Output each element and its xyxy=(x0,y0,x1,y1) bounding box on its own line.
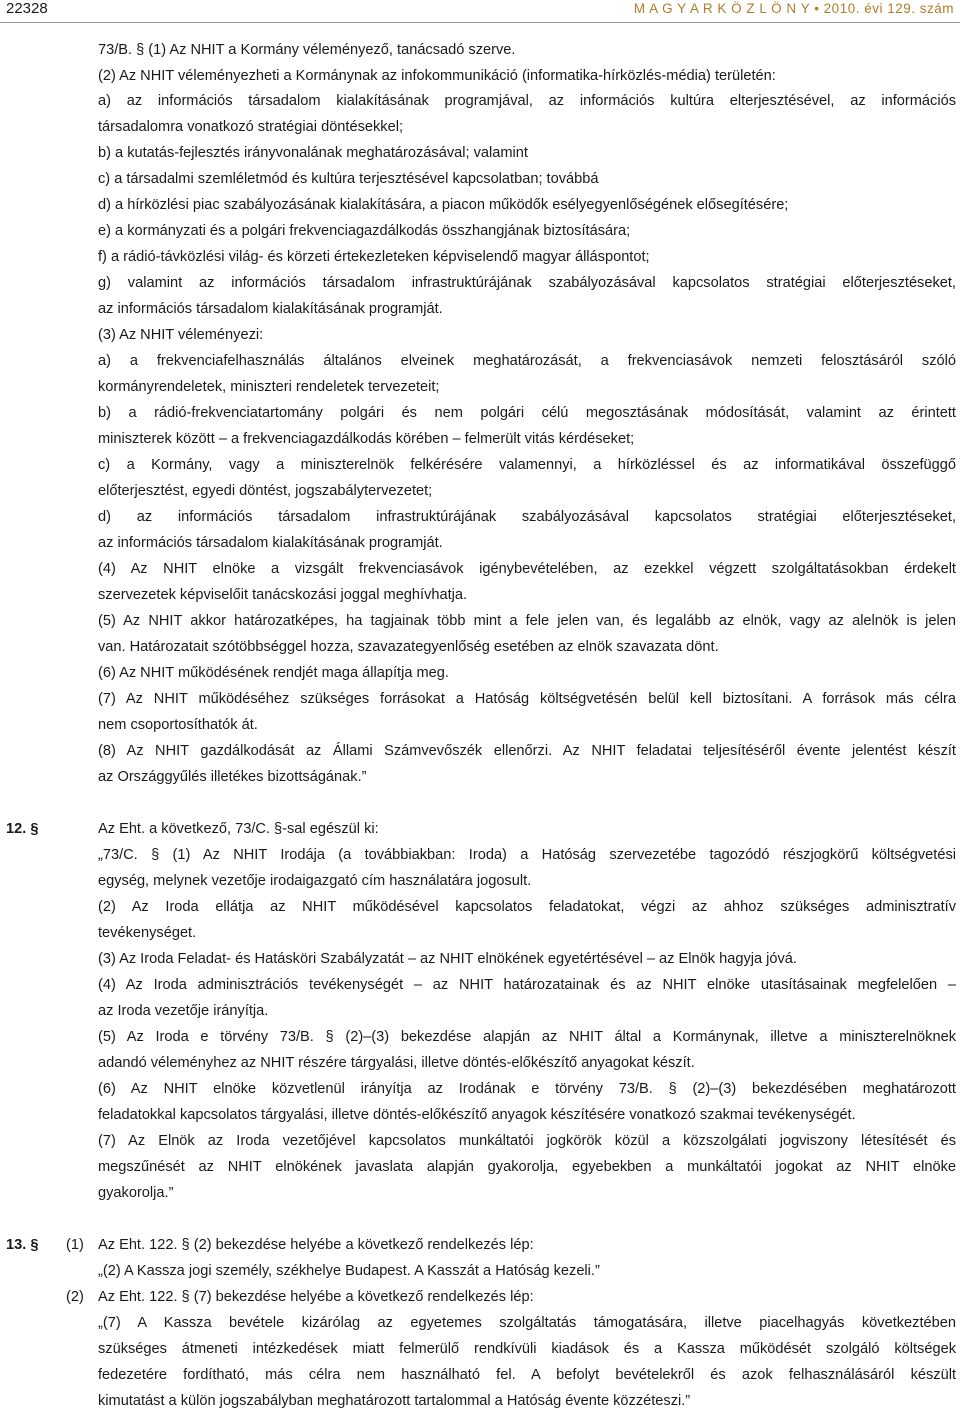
paragraph: az információs társadalom kialakításának programját. xyxy=(98,301,443,317)
paragraph: kormányrendeletek, miniszteri rendeletek tervezeteit; xyxy=(98,379,440,395)
paragraph: a) az információs társadalom kialakításának programjával, az információs kultúra elterjesztésével, az információs xyxy=(98,93,956,109)
paragraph: b) a rádió-frekvenciatartomány polgári és nem polgári célú megosztásának módosítását, valamint az érintett xyxy=(98,405,956,421)
paragraph: miniszterek között – a frekvenciagazdálkodás körében – felmerült vitás kérdéseket; xyxy=(98,431,635,447)
paragraph: (8) Az NHIT gazdálkodását az Állami Számvevőszék ellenőrzi. Az NHIT feladatai teljesítéséről évente jelentést készít xyxy=(98,743,956,759)
page-header xyxy=(0,0,960,22)
paragraph: c) a Kormány, vagy a miniszterelnök felkérésére valamennyi, a hírközléssel és az informatikával összefüggő xyxy=(98,457,956,473)
paragraph: az Országgyűlés illetékes bizottságának.” xyxy=(98,769,367,785)
paragraph: b) a kutatás-fejlesztés irányvonalának meghatározásával; valamint xyxy=(98,145,528,161)
paragraph: „(2) A Kassza jogi személy, székhelye Budapest. A Kasszát a Hatóság kezeli.” xyxy=(98,1263,600,1279)
header-rule xyxy=(0,22,960,23)
paragraph: az információs társadalom kialakításának programját. xyxy=(98,535,443,551)
paragraph: g) valamint az információs társadalom infrastruktúrájának szabályozásával kapcsolatos stratégiai előterjesztéseket, xyxy=(98,275,956,291)
paragraph: adandó véleményhez az NHIT részére tárgyalási, illetve döntés-előkészítő anyagokat készít. xyxy=(98,1055,695,1071)
paragraph: megszűnését az NHIT elnökének javaslata alapján gyakorolja, egyebekben a munkáltatói jogokat az NHIT elnöke xyxy=(98,1159,956,1175)
paragraph: az Iroda vezetője irányítja. xyxy=(98,1003,269,1019)
paragraph: c) a társadalmi szemléletmód és kultúra terjesztésével kapcsolatban; továbbá xyxy=(98,171,599,187)
paragraph: (6) Az NHIT működésének rendjét maga állapítja meg. xyxy=(98,665,449,681)
section-number: 12. § xyxy=(6,821,39,837)
paragraph: társadalomra vonatkozó stratégiai döntésekkel; xyxy=(98,119,404,135)
paragraph: gyakorolja.” xyxy=(98,1185,174,1201)
paragraph: a) a frekvenciafelhasználás általános elveinek meghatározását, a frekvenciasávok nemzeti felosztásáról szóló xyxy=(98,353,956,369)
paragraph: feladatokkal kapcsolatos tárgyalási, illetve döntés-előkészítő anyagok készítésére vonatkozó szakmai tevékenységét. xyxy=(98,1107,856,1123)
paragraph: (7) Az NHIT működéséhez szükséges forrásokat a Hatóság költségvetésén belül kell biztosítani. A források más célra xyxy=(98,691,956,707)
paragraph: (2) Az Iroda ellátja az NHIT működésével kapcsolatos feladatokat, végzi az ahhoz szükséges adminisztratív xyxy=(98,899,956,915)
paragraph: nem csoportosíthatók át. xyxy=(98,717,258,733)
paragraph: előterjesztést, egyedi döntést, jogszabálytervezetet; xyxy=(98,483,433,499)
running-title: M A G Y A R K Ö Z L Ö N Y • 2010. évi 129. szám xyxy=(633,1,954,16)
paragraph: „73/C. § (1) Az NHIT Irodája (a továbbiakban: Iroda) a Hatóság szervezetébe tagozódó részjogkörű költségvetési xyxy=(98,847,956,863)
paragraph: van. Határozatait szótöbbséggel hozza, szavazategyenlőség esetében az elnök szavazata dönt. xyxy=(98,639,719,655)
paragraph: (5) Az NHIT akkor határozatképes, ha tagjainak több mint a fele jelen van, és legalább az elnök, vagy az alelnök is jelen xyxy=(98,613,956,629)
paragraph: Az Eht. 122. § (2) bekezdése helyébe a következő rendelkezés lép: xyxy=(98,1237,534,1253)
paragraph: (6) Az NHIT elnöke közvetlenül irányítja az Irodának e törvény 73/B. § (2)–(3) bekezdésében meghatározott xyxy=(98,1081,956,1097)
paragraph: (3) Az NHIT véleményezi: xyxy=(98,327,264,343)
section-73b-title: 73/B. § (1) Az NHIT a Kormány véleményező, tanácsadó szerve. xyxy=(98,42,516,58)
paragraph: egység, melynek vezetője irodaigazgató cím használatára jogosult. xyxy=(98,873,532,889)
paragraph: f) a rádió-távközlési világ- és körzeti értekezleteken képviselendő magyar álláspontot; xyxy=(98,249,650,265)
paragraph: e) a kormányzati és a polgári frekvenciagazdálkodás összhangjának biztosítására; xyxy=(98,223,631,239)
page-number: 22328 xyxy=(6,0,48,17)
paragraph: tevékenységet. xyxy=(98,925,197,941)
paragraph: d) a hírközlési piac szabályozásának kialakítására, a piacon működők esélyegyenlőségének elősegítésére; xyxy=(98,197,789,213)
subsection-mark: (2) xyxy=(66,1289,84,1305)
paragraph: szervezetek képviselőit tanácskozási joggal meghívhatja. xyxy=(98,587,468,603)
paragraph: (4) Az Iroda adminisztrációs tevékenységét – az NHIT határozatainak és az NHIT elnöke utasításainak megfelelően – xyxy=(98,977,956,993)
paragraph: d) az információs társadalom infrastruktúrájának szabályozásával kapcsolatos stratégiai előterjesztéseket, xyxy=(98,509,956,525)
paragraph: fedezetére fordítható, más célra nem használható fel. A befolyt bevételekről és azok felhasználásáról készült xyxy=(98,1367,956,1383)
paragraph: (2) Az NHIT véleményezheti a Kormánynak az infokommunikáció (informatika-hírközlés-média) területén: xyxy=(98,68,776,84)
paragraph: kimutatást a külön jogszabályban meghatározott tartalommal a Hatóság évente közzéteszi.” xyxy=(98,1393,691,1409)
paragraph: Az Eht. a következő, 73/C. §-sal egészül ki: xyxy=(98,821,379,837)
paragraph: (4) Az NHIT elnöke a vizsgált frekvenciasávok igénybevételében, az ezekkel végzett szolgáltatásokban érdekelt xyxy=(98,561,956,577)
paragraph: (5) Az Iroda e törvény 73/B. § (2)–(3) bekezdése alapján az NHIT által a Kormánynak, illetve a miniszterelnöknek xyxy=(98,1029,956,1045)
paragraph: Az Eht. 122. § (7) bekezdése helyébe a következő rendelkezés lép: xyxy=(98,1289,534,1305)
section-number: 13. § xyxy=(6,1237,39,1253)
paragraph: szükséges átmeneti intézkedések miatt felmerülő rendkívüli kiadások és a Kassza működését szolgáló költségek xyxy=(98,1341,956,1357)
subsection-mark: (1) xyxy=(66,1237,84,1253)
paragraph: (3) Az Iroda Feladat- és Hatásköri Szabályzatát – az NHIT elnökének egyetértésével – az Elnök hagyja jóvá. xyxy=(98,951,797,967)
paragraph: „(7) A Kassza bevétele kizárólag az egyetemes szolgáltatás támogatására, illetve piacelhagyás következtében xyxy=(98,1315,956,1331)
paragraph: (7) Az Elnök az Iroda vezetőjével kapcsolatos munkáltatói jogkörök közül a közszolgálati jogviszony létesítését és xyxy=(98,1133,956,1149)
